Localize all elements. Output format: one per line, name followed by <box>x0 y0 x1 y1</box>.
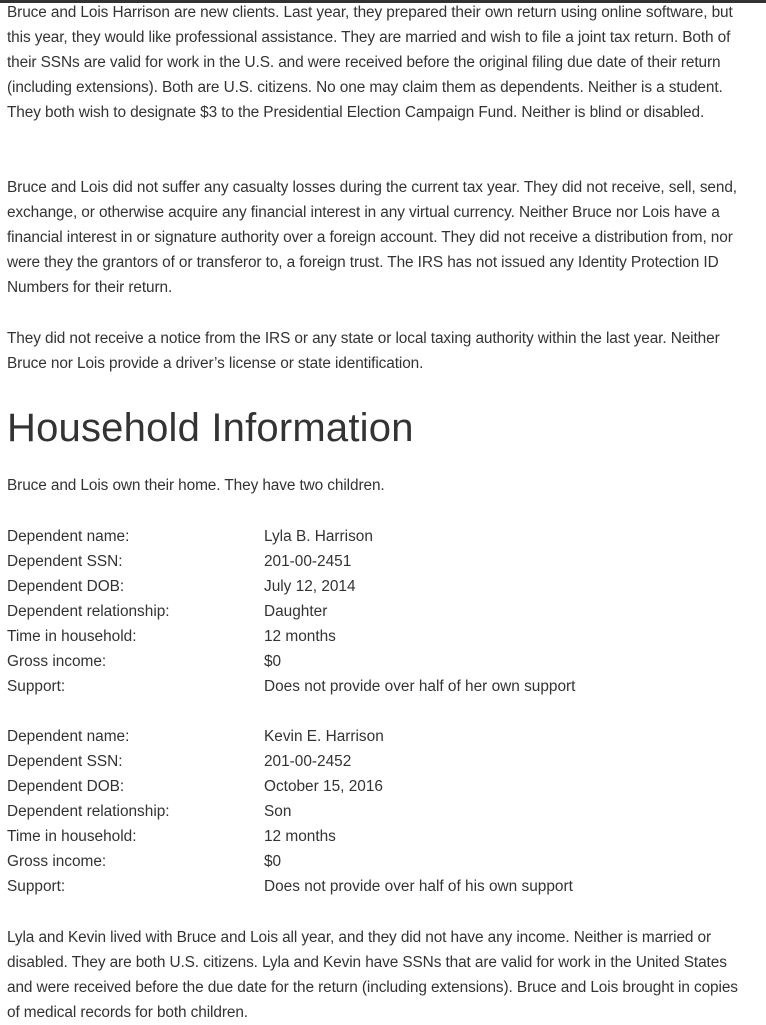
household-intro-paragraph: Bruce and Lois own their home. They have two children. <box>7 477 385 494</box>
dependent-value: Daughter <box>264 603 328 620</box>
dependent-value: 201-00-2451 <box>264 553 352 570</box>
dependents-closing-paragraph: Lyla and Kevin lived with Bruce and Lois all year, and they did not have any income. Neither is married or disabled. They are both U.S. citizens. Lyla and Kevin have SSNs that are valid for work in the United States and were received before the due date for the return (including extensions). Bruce and Lois brought in copies of medical records for both children. <box>7 929 738 1021</box>
dependent-value: Kevin E. Harrison <box>264 728 384 745</box>
dependent-value: October 15, 2016 <box>264 778 383 795</box>
dependent-value: 201-00-2452 <box>264 753 352 770</box>
dependent-table <box>7 724 747 899</box>
dependent-label: Dependent SSN: <box>7 553 123 570</box>
dependent-row-ssn <box>7 749 747 774</box>
dependent-row-support <box>7 874 747 899</box>
dependent-value: 12 months <box>264 628 336 645</box>
dependent-row-time <box>7 624 747 649</box>
dependent-row-income <box>7 849 747 874</box>
dependent-row-relationship <box>7 599 747 624</box>
section-heading-household: Household Information <box>7 406 414 450</box>
dependent-label: Gross income: <box>7 653 107 670</box>
dependent-row-name <box>7 524 747 549</box>
dependent-value: 12 months <box>264 828 336 845</box>
notices-paragraph: They did not receive a notice from the IRS or any state or local taxing authority within the last year. Neither Bruce nor Lois provide a driver’s license or state identification. <box>7 330 720 372</box>
dependent-row-dob <box>7 574 747 599</box>
dependent-label: Dependent DOB: <box>7 578 125 595</box>
dependent-value: July 12, 2014 <box>264 578 356 595</box>
dependent-value: Does not provide over half of his own support <box>264 878 573 895</box>
dependent-value: Lyla B. Harrison <box>264 528 373 545</box>
dependent-row-support <box>7 674 747 699</box>
dependent-label: Support: <box>7 678 66 695</box>
client-overview-paragraph: Bruce and Lois Harrison are new clients. Last year, they prepared their own return using online software, but this year, they would like professional assistance. They are married and wish to file a joint tax return. Both of their SSNs are valid for work in the U.S. and were received before the original filing due date of their return (including extensions). Both are U.S. citizens. No one may claim them as dependents. Neither is a student. They both wish to designate $3 to the Presidential Election Campaign Fund. Neither is blind or disabled. <box>7 4 733 121</box>
dependent-label: Dependent name: <box>7 528 130 545</box>
dependent-label: Dependent name: <box>7 728 130 745</box>
dependent-row-ssn <box>7 549 747 574</box>
dependent-value: Son <box>264 803 292 820</box>
dependent-label: Time in household: <box>7 828 137 845</box>
dependent-row-relationship <box>7 799 747 824</box>
dependent-value: $0 <box>264 853 282 870</box>
dependent-label: Dependent relationship: <box>7 603 170 620</box>
dependent-row-income <box>7 649 747 674</box>
dependent-value: $0 <box>264 653 282 670</box>
dependent-label: Time in household: <box>7 628 137 645</box>
dependent-label: Gross income: <box>7 853 107 870</box>
dependent-table <box>7 524 747 699</box>
dependent-label: Dependent SSN: <box>7 753 123 770</box>
dependent-row-name <box>7 724 747 749</box>
dependent-row-time <box>7 824 747 849</box>
dependent-label: Support: <box>7 878 66 895</box>
dependent-label: Dependent relationship: <box>7 803 170 820</box>
dependent-label: Dependent DOB: <box>7 778 125 795</box>
dependent-row-dob <box>7 774 747 799</box>
financial-status-paragraph: Bruce and Lois did not suffer any casualty losses during the current tax year. They did not receive, sell, send, exchange, or otherwise acquire any financial interest in any virtual currency. Neither Bruce nor Lois have a financial interest in or signature authority over a foreign account. They did not receive a distribution from, nor were they the grantors of or transferor to, a foreign trust. The IRS has not issued any Identity Protection ID Numbers for their return. <box>7 179 737 296</box>
dependent-value: Does not provide over half of her own support <box>264 678 576 695</box>
